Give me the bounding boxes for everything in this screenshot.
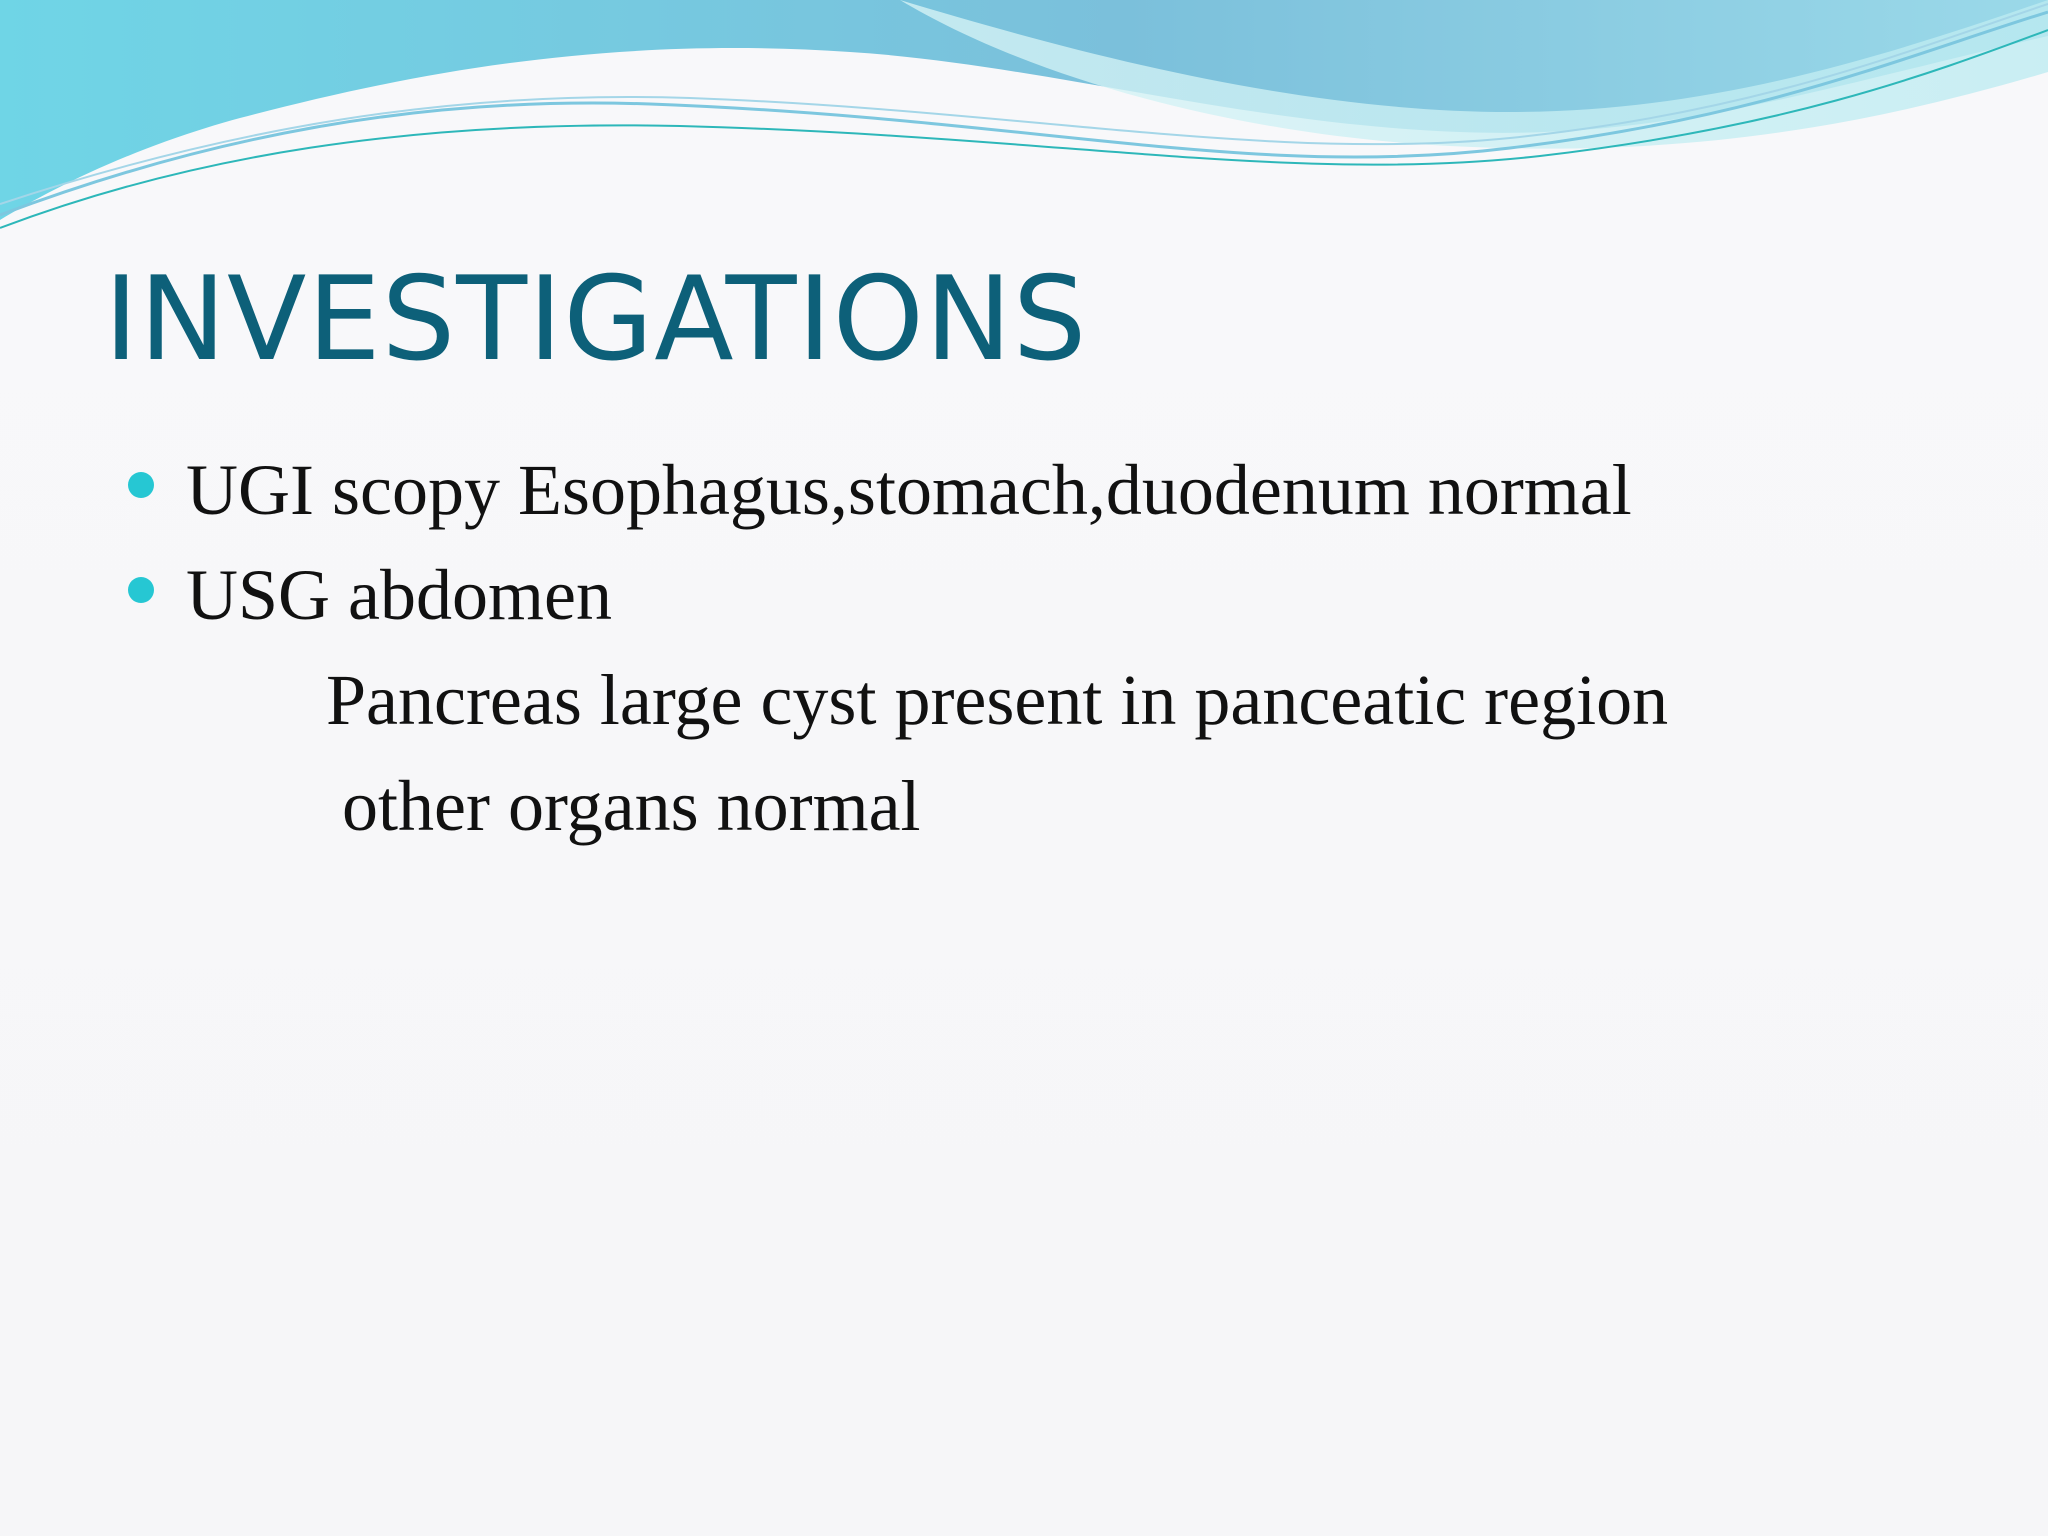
bullet-text: UGI scopy Esophagus,stomach,duodenum normal bbox=[186, 450, 1632, 530]
sub-bullet-text-other-organs: other organs normal bbox=[342, 766, 921, 846]
bullet-dot-icon bbox=[128, 472, 154, 498]
slide-title: INVESTIGATIONS bbox=[104, 252, 1088, 387]
sub-bullet-text-pancreas-cyst: Pancreas large cyst present in panceatic region bbox=[326, 660, 1669, 740]
bullet-dot-icon bbox=[128, 577, 154, 603]
bullet-text: USG abdomen bbox=[186, 555, 612, 635]
